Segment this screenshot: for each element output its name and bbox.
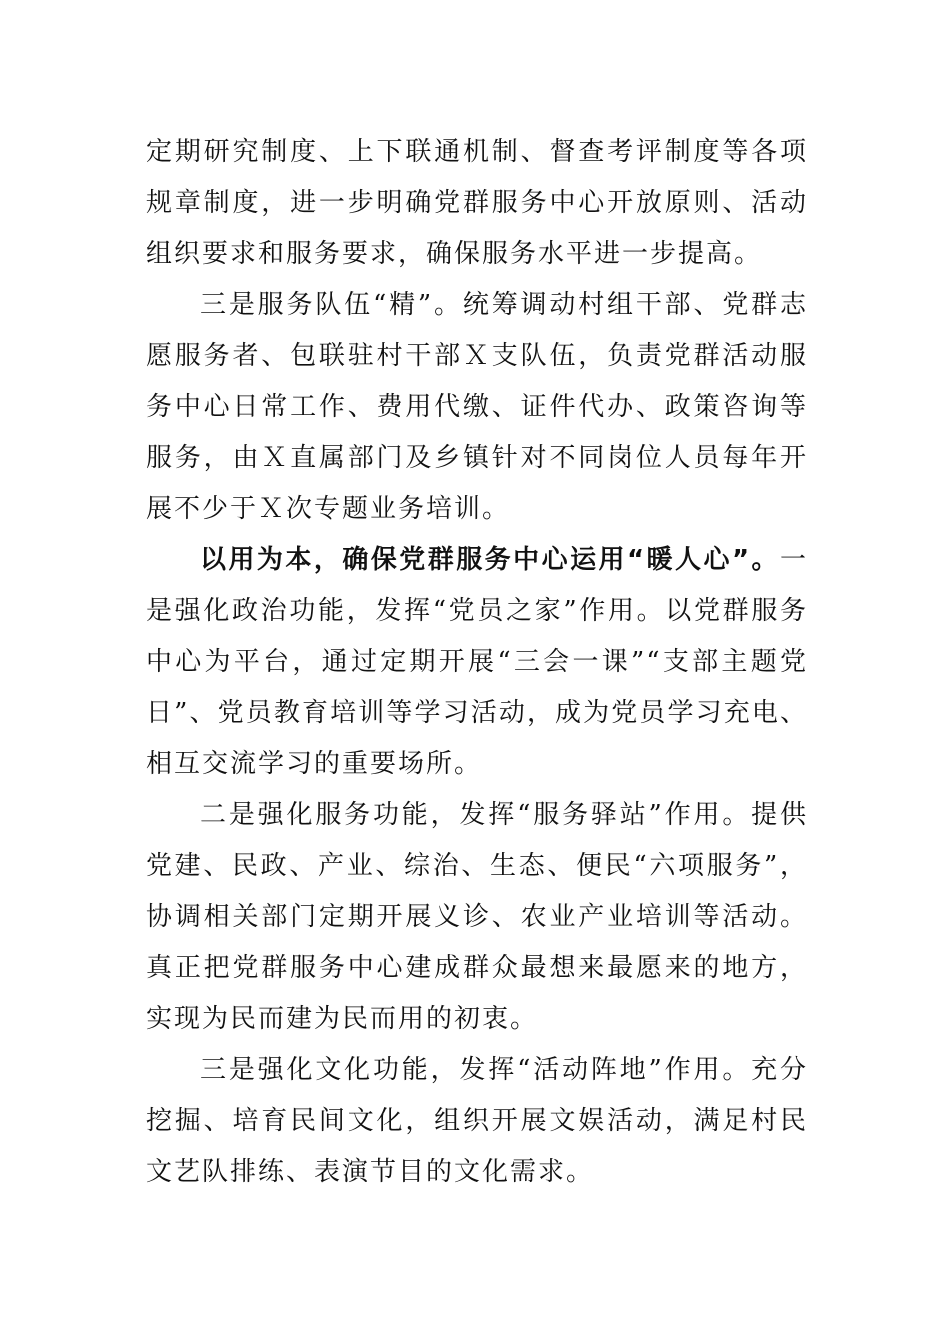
paragraph-text: 定期研究制度、上下联通机制、督查考评制度等各项规章制度，进一步明确党群服务中心开放原则、活动组织要求和服务要求，确保服务水平进一步提高。	[146, 137, 808, 269]
paragraph-political-function	[146, 535, 808, 790]
paragraph-continued-rules	[146, 127, 808, 280]
paragraph-text: 二是强化服务功能，发挥“服务驿站”作用。提供党建、民政、产业、综治、生态、便民“六项服务”，协调相关部门定期开展义诊、农业产业培训等活动。真正把党群服务中心建成群众最想来最愿来的地方，实现为民而建为民而用的初衷。	[146, 800, 808, 1034]
paragraph-text: 一是强化政治功能，发挥“党员之家”作用。以党群服务中心为平台，通过定期开展“三会一课”“支部主题党日”、党员教育培训等学习活动，成为党员学习充电、相互交流学习的重要场所。	[146, 545, 808, 779]
document-body	[146, 127, 808, 1198]
paragraph-text: 三是服务队伍“精”。统筹调动村组干部、党群志愿服务者、包联驻村干部Ｘ支队伍，负责党群活动服务中心日常工作、费用代缴、证件代办、政策咨询等服务，由Ｘ直属部门及乡镇针对不同岗位人员每年开展不少于Ｘ次专题业务培训。	[146, 290, 808, 524]
paragraph-culture-function	[146, 1045, 808, 1198]
paragraph-text: 三是强化文化功能，发挥“活动阵地”作用。充分挖掘、培育民间文化，组织开展文娱活动，满足村民文艺队排练、表演节目的文化需求。	[146, 1055, 808, 1187]
paragraph-service-team	[146, 280, 808, 535]
section-heading: 以用为本，确保党群服务中心运用“暖人心”。	[200, 545, 780, 575]
paragraph-service-function	[146, 790, 808, 1045]
